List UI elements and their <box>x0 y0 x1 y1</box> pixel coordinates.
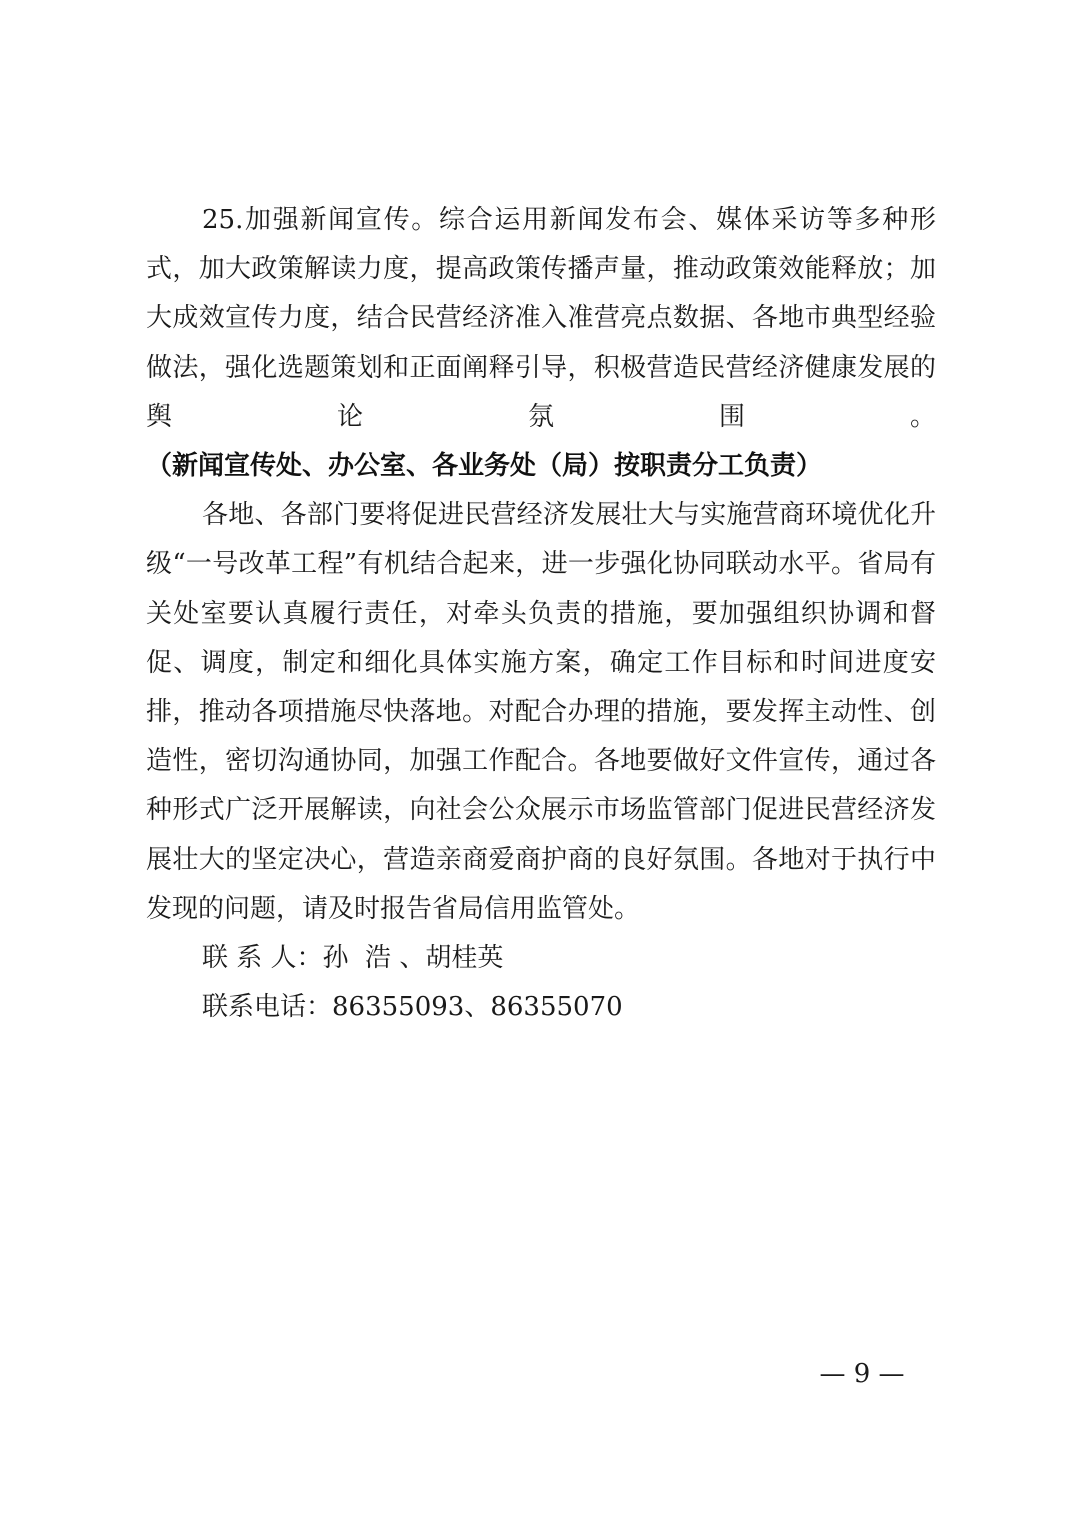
contact-person: 联 系 人：孙 浩 、胡桂英 <box>202 943 504 974</box>
responsibility-note: （新闻宣传处、办公室、各业务处（局）按职责分工负责） <box>146 451 823 482</box>
paragraph-news-publicity-text: 25.加强新闻宣传。综合运用新闻发布会、媒体采访等多种形式，加大政策解读力度，提高政策传播声量，推动政策效能释放；加大成效宣传力度，结合民营经济准入准营亮点数据、各地市典型经验做法，强化选题策划和正面阐释引导，积极营造民营经济健康发展的舆论氛围。 <box>146 205 936 432</box>
document-body <box>146 196 936 1032</box>
page-number: — 9 — <box>819 1359 905 1389</box>
paragraph-news-publicity <box>146 196 936 491</box>
paragraph-implementation: 各地、各部门要将促进民营经济发展壮大与实施营商环境优化升级“一号改革工程”有机结合起来，进一步强化协同联动水平。省局有关处室要认真履行责任，对牵头负责的措施，要加强组织协调和督促、调度，制定和细化具体实施方案，确定工作目标和时间进度安排，推动各项措施尽快落地。对配合办理的措施，要发挥主动性、创造性，密切沟通协同，加强工作配合。各地要做好文件宣传，通过各种形式广泛开展解读，向社会公众展示市场监管部门促进民营经济发展壮大的坚定决心，营造亲商爱商护商的良好氛围。各地对于执行中发现的问题，请及时报告省局信用监管处。 <box>146 500 936 924</box>
contact-phone: 联系电话：86355093、86355070 <box>202 992 623 1023</box>
